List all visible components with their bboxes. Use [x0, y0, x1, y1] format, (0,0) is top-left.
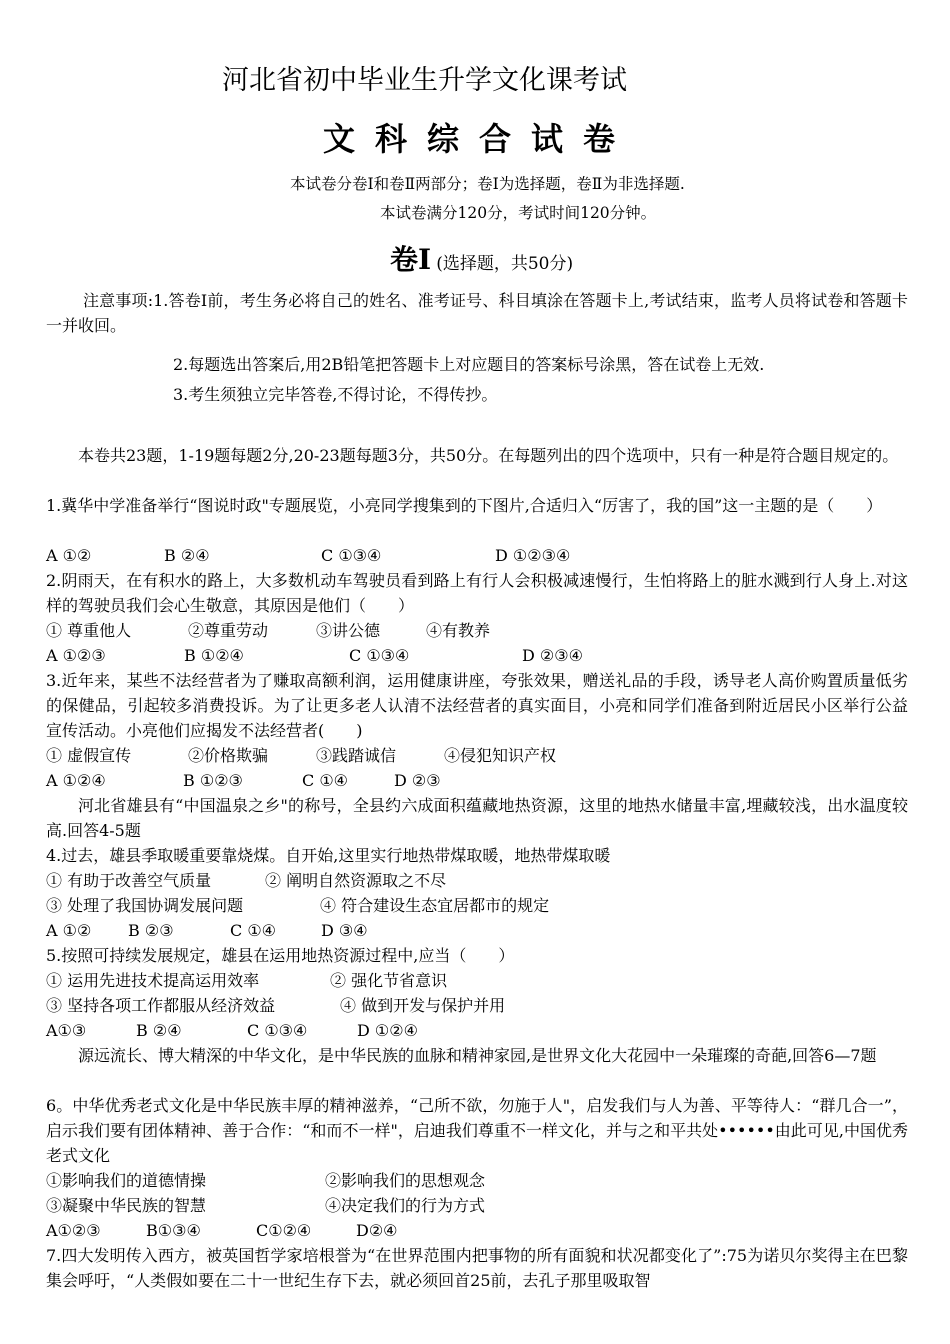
q2-item-4: ④有教养 [426, 621, 491, 640]
q4-stem: 4.过去，雄县季取暖重要靠烧煤。自开始,这里实行地热带煤取暖，地热带煤取暖 [46, 846, 611, 865]
q3-stem: 3.近年来，某些不法经营者为了赚取高额利润，运用健康讲座，夸张效果，赠送礼品的手段，诱导老人高价购置质量低劣的保健品，引起较多消费投诉。为了让更多老人认清不法经营者的真实面目，小亮和同学们准备到附近居民小区举行公益宣传活动。小亮他们应揭发不法经营者( ) [46, 671, 908, 740]
q1-answer-a: A ①② [46, 546, 92, 565]
q5-answer-c: C ①③④ [247, 1021, 308, 1040]
q5-answer-a: A①③ [46, 1021, 87, 1040]
q1-answer-d: D ①②③④ [495, 546, 571, 565]
material-4-5: 河北省雄县有“中国温泉之乡"的称号，全县约六成面积蕴藏地热资源，这里的地热水储量丰富,埋藏较浅，出水温度较高.回答4-5题 [46, 796, 908, 840]
q2-stem: 2.阴雨天，在有积水的路上，大多数机动车驾驶员看到路上有行人会积极减速慢行，生怕将路上的脏水溅到行人身上.对这样的驾驶员我们会心生敬意，其原因是他们（ ） [46, 571, 908, 615]
q2-item-3: ③讲公德 [316, 621, 381, 640]
material-6-7: 源远流长、博大精深的中华文化，是中华民族的血脉和精神家园,是世界文化大花园中一朵璀璨的奇葩,回答6—7题 [78, 1046, 877, 1065]
q4-answer-c: C ①④ [230, 921, 277, 940]
q3-item-3: ③践踏诚信 [316, 746, 397, 765]
q4-answer-b: B ②③ [128, 921, 174, 940]
q7-stem: 7.四大发明传入西方，被英国哲学家培根誉为“在世界范围内把事物的所有面貌和状况都变化了”:75为诺贝尔奖得主在巴黎集会呼吁，“人类假如要在二十一世纪生存下去，就必须回首25前，去孔子那里吸取智 [46, 1246, 908, 1290]
q3-item-4: ④侵犯知识产权 [444, 746, 557, 765]
exam-title: 河北省初中毕业生升学文化课考试 [222, 65, 627, 96]
q4-answer-d: D ③④ [321, 921, 368, 940]
q2-answer-d: D ②③④ [522, 646, 583, 665]
q4-item-2: ② 阐明自然资源取之不尽 [265, 871, 447, 890]
q3-item-1: ① 虚假宣传 [46, 746, 132, 765]
q6-answer-c: C①②④ [256, 1221, 312, 1240]
q5-item-4: ④ 做到开发与保护并用 [340, 996, 506, 1015]
q5-stem: 5.按照可持续发展规定，雄县在运用地热资源过程中,应当（ ） [46, 946, 515, 965]
intro-line-2: 本试卷满分120分，考试时间120分钟。 [380, 204, 657, 222]
q6-item-2: ②影响我们的思想观念 [325, 1171, 486, 1190]
notice-item-3: 3.考生须独立完毕答卷,不得讨论，不得传抄。 [173, 385, 498, 404]
intro-line-1: 本试卷分卷Ⅰ和卷Ⅱ两部分；卷Ⅰ为选择题，卷Ⅱ为非选择题. [290, 175, 685, 193]
part1-note: (选择题，共50分) [436, 254, 574, 274]
q1-stem: 1.冀华中学准备举行“图说时政"专题展览，小亮同学搜集到的下图片,合适归入“厉害了，我的国”这一主题的是（ ） [46, 496, 883, 515]
q3-answer-d: D ②③ [394, 771, 441, 790]
q6-item-1: ①影响我们的道德情操 [46, 1171, 207, 1190]
q2-item-1: ① 尊重他人 [46, 621, 132, 640]
q4-item-4: ④ 符合建设生态宜居都市的规定 [320, 896, 550, 915]
q6-item-3: ③凝聚中华民族的智慧 [46, 1196, 207, 1215]
notice-item-1: 注意事项:1.答卷Ⅰ前，考生务必将自己的姓名、准考证号、科目填涂在答题卡上,考试结束，监考人员将试卷和答题卡一并收回。 [46, 291, 908, 335]
notice-item-2: 2.每题选出答案后,用2B铅笔把答题卡上对应题目的答案标号涂黑，答在试卷上无效. [173, 355, 765, 374]
q3-answer-c: C ①④ [302, 771, 349, 790]
q5-answer-d: D ①②④ [357, 1021, 418, 1040]
q2-answer-b: B ①②④ [184, 646, 244, 665]
instructions: 本卷共23题，1-19题每题2分,20-23题每题3分，共50分。在每题列出的四个选项中，只有一种是符合题目规定的。 [78, 446, 899, 465]
q6-answer-a: A①②③ [46, 1221, 101, 1240]
q5-answer-b: B ②④ [136, 1021, 182, 1040]
part1-label: 卷Ⅰ [390, 243, 432, 276]
q5-item-1: ① 运用先进技术提高运用效率 [46, 971, 260, 990]
q6-answer-b: B①③④ [146, 1221, 201, 1240]
part1-heading [390, 238, 573, 278]
q4-answer-a: A ①② [46, 921, 92, 940]
q2-answer-a: A ①②③ [46, 646, 106, 665]
q6-item-4: ④决定我们的行为方式 [325, 1196, 486, 1215]
q2-item-2: ②尊重劳动 [188, 621, 269, 640]
q5-item-3: ③ 坚持各项工作都服从经济效益 [46, 996, 276, 1015]
q3-answer-b: B ①②③ [183, 771, 243, 790]
q6-answer-d: D②④ [356, 1221, 398, 1240]
q3-item-2: ②价格欺骗 [188, 746, 269, 765]
q1-answer-b: B ②④ [164, 546, 210, 565]
q6-stem: 6。中华优秀老式文化是中华民族丰厚的精神滋养，“己所不欲，勿施于人"，启发我们与人为善、平等待人：“群几合一”，启示我们要有团体精神、善于合作：“和而不一样"，启迪我们尊重不一样文化，并与之和平共处••••••由此可见,中国优秀老式文化 [46, 1096, 908, 1165]
q4-item-3: ③ 处理了我国协调发展问题 [46, 896, 244, 915]
q1-answer-c: C ①③④ [321, 546, 382, 565]
q3-answer-a: A ①②④ [46, 771, 106, 790]
q4-item-1: ① 有助于改善空气质量 [46, 871, 212, 890]
subject-title: 文科综合试卷 [323, 120, 636, 158]
q5-item-2: ② 强化节省意识 [330, 971, 448, 990]
q2-answer-c: C ①③④ [349, 646, 410, 665]
